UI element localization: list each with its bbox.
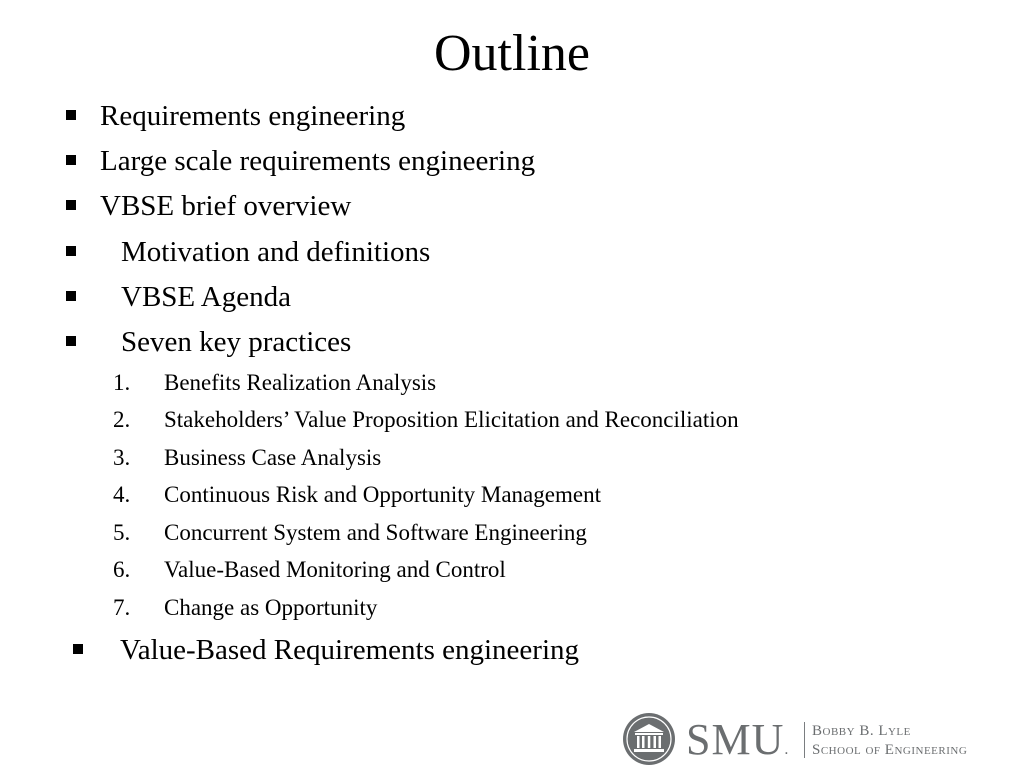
- bullet-text: VBSE Agenda: [121, 281, 291, 313]
- square-bullet-icon: [66, 246, 76, 256]
- practice-item: [113, 593, 378, 623]
- practice-item: [113, 518, 587, 548]
- school-name-line1: Bobby B. Lyle: [812, 723, 911, 739]
- square-bullet-icon: [66, 291, 76, 301]
- school-name-line2: School of Engineering: [812, 742, 968, 758]
- square-bullet-icon: [66, 155, 76, 165]
- bullet-item: [100, 143, 535, 179]
- smu-wordmark-text: SMU: [686, 715, 785, 764]
- practice-text: Business Case Analysis: [164, 445, 382, 470]
- practice-number: 5.: [113, 520, 131, 545]
- square-bullet-icon: [73, 644, 83, 654]
- smu-wordmark: [686, 714, 789, 776]
- square-bullet-icon: [66, 110, 76, 120]
- bullet-text: Requirements engineering: [100, 100, 406, 132]
- smu-logo: [618, 712, 1024, 766]
- practice-item: [113, 480, 601, 510]
- bullet-item: [100, 98, 405, 134]
- practice-item: [113, 555, 506, 585]
- practice-text: Continuous Risk and Opportunity Management: [164, 482, 601, 507]
- bullet-item: [100, 188, 351, 224]
- practice-text: Value-Based Monitoring and Control: [164, 557, 506, 582]
- practice-number: 2.: [113, 407, 131, 432]
- bullet-text: Value-Based Requirements engineering: [120, 634, 580, 666]
- practice-text: Change as Opportunity: [164, 595, 378, 620]
- bullet-text: Motivation and definitions: [121, 236, 431, 268]
- bullet-item: [121, 234, 430, 270]
- square-bullet-icon: [66, 200, 76, 210]
- smu-seal-icon: [618, 712, 680, 766]
- bullet-text: Large scale requirements engineering: [100, 145, 536, 177]
- practice-number: 7.: [113, 595, 131, 620]
- practice-number: 3.: [113, 445, 131, 470]
- practice-number: 1.: [113, 370, 131, 395]
- practice-item: [113, 368, 437, 398]
- slide-title: Outline: [434, 25, 590, 82]
- bullet-item: [120, 632, 579, 668]
- bullet-item: [121, 279, 291, 315]
- bullet-item: [121, 324, 351, 360]
- bullet-text: Seven key practices: [121, 326, 352, 358]
- practice-item: [113, 443, 382, 473]
- practice-text: Benefits Realization Analysis: [164, 370, 437, 395]
- practice-number: 6.: [113, 557, 131, 582]
- practice-item: [113, 405, 739, 435]
- smu-registered-dot: .: [784, 741, 790, 758]
- bullet-text: VBSE brief overview: [100, 190, 352, 222]
- practice-text: Concurrent System and Software Engineering: [164, 520, 587, 545]
- square-bullet-icon: [66, 336, 76, 346]
- practice-number: 4.: [113, 482, 131, 507]
- logo-divider: [804, 722, 805, 758]
- practice-text: Stakeholders’ Value Proposition Elicitation and Reconciliation: [164, 407, 739, 432]
